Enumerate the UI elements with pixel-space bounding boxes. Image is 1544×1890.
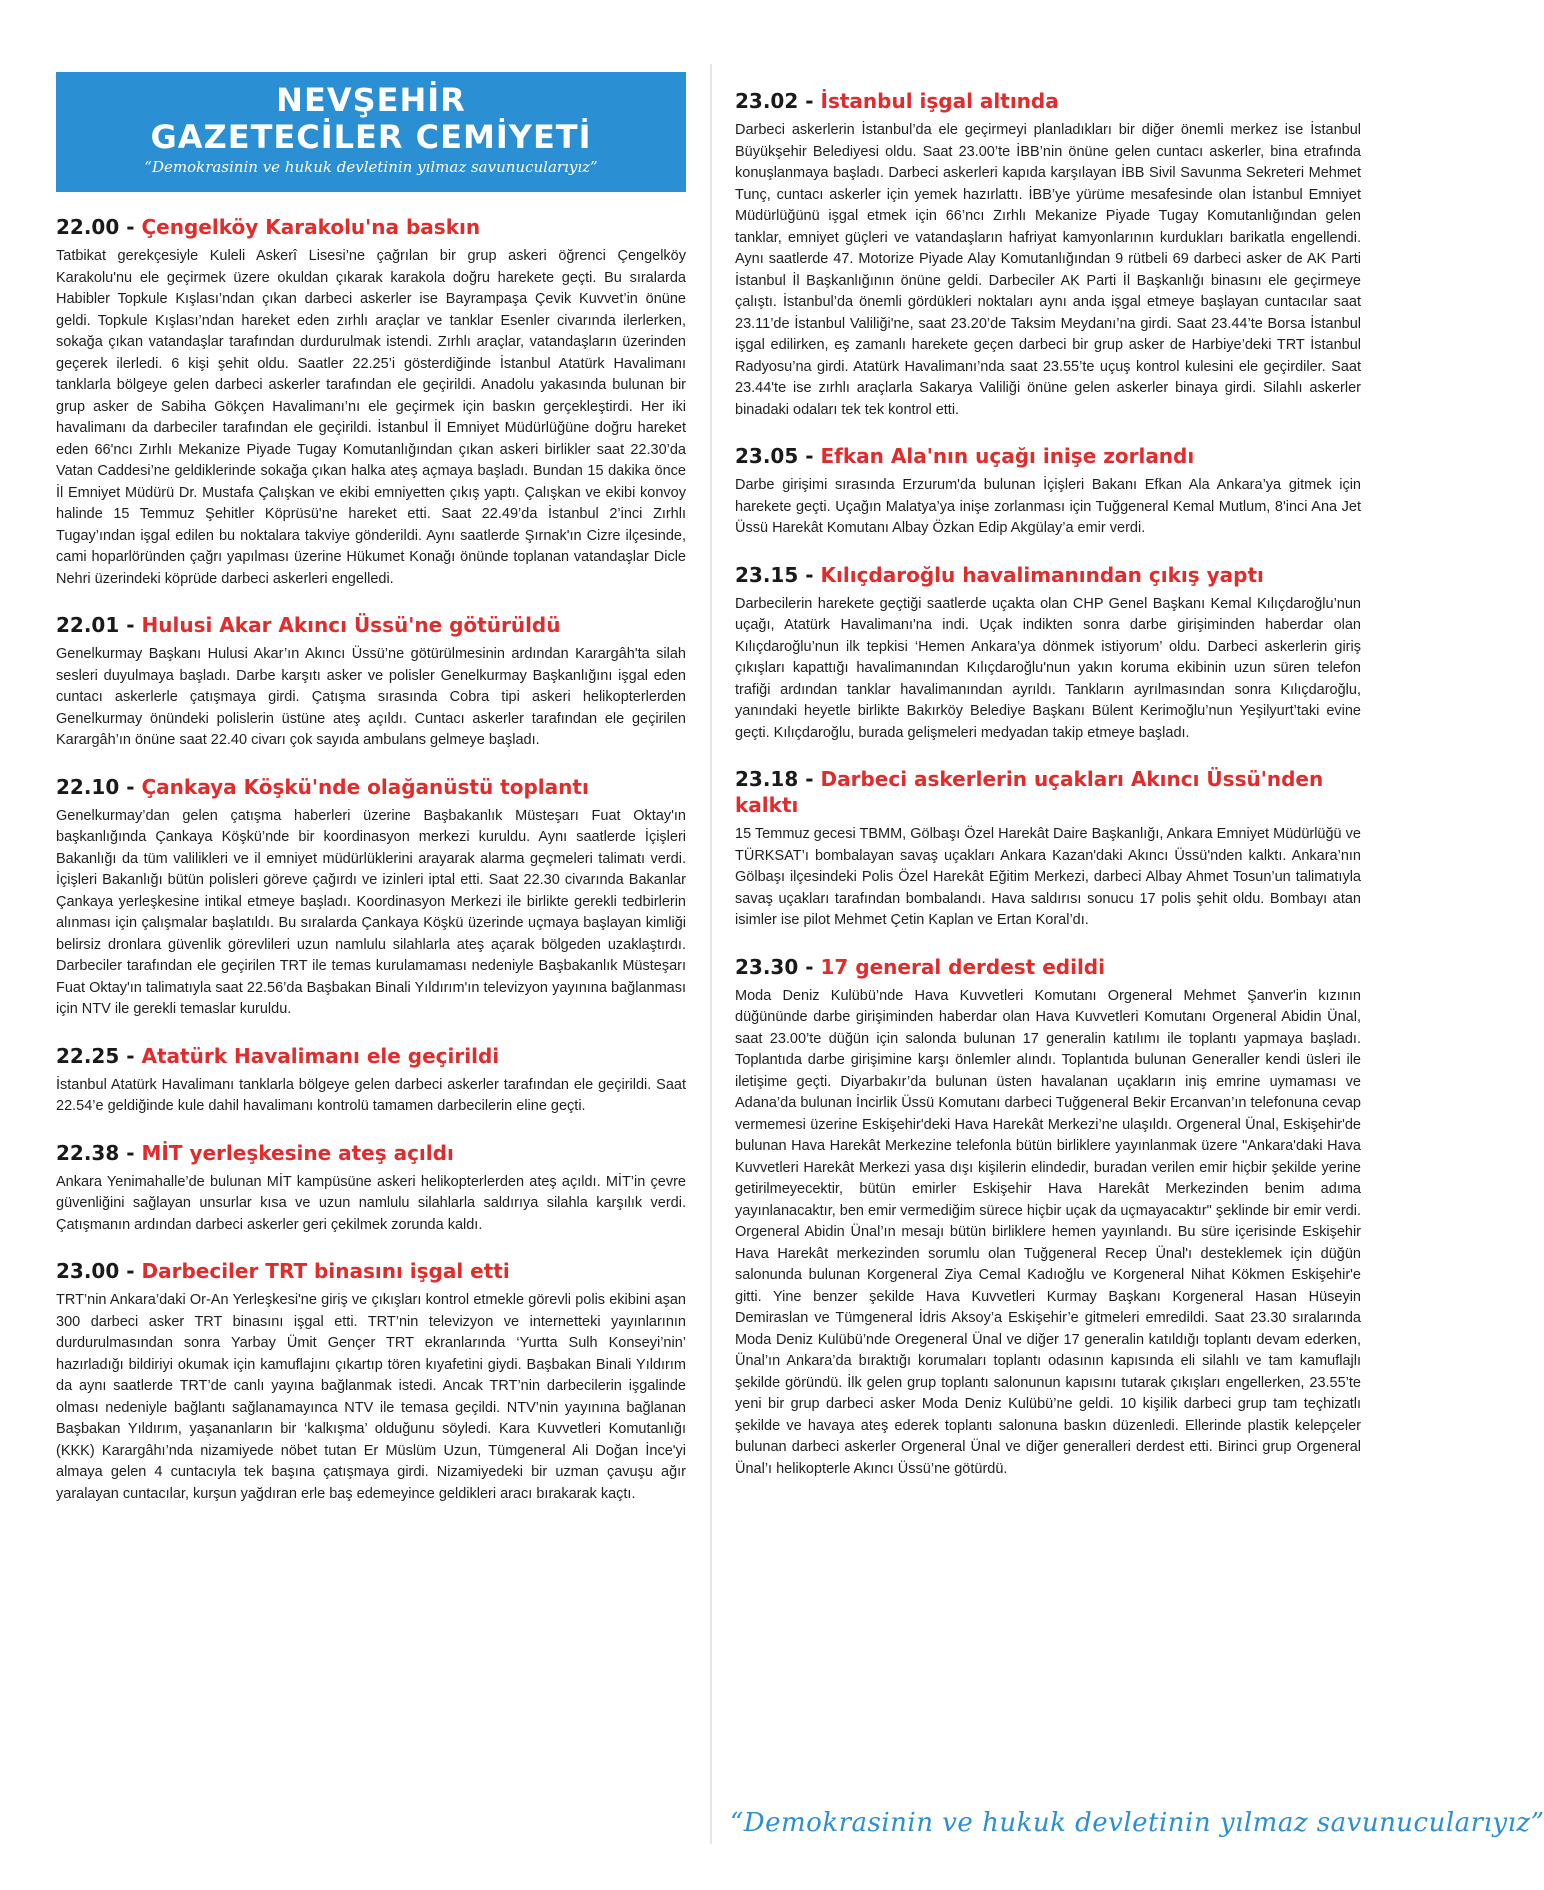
article-2330: [735, 954, 1361, 1481]
left-column: [56, 72, 686, 1527]
article-time: 22.25: [56, 1043, 120, 1068]
article-time: 22.01: [56, 613, 120, 637]
article-headline: 23.18 - Darbeci askerlerin uçakları Akıncı Üssü'nden kalktı: [735, 767, 1324, 817]
article-body: İstanbul Atatürk Havalimanı tanklarla bölgeye gelen darbeci askerler tarafından ele geçirildi. Saat 22.54’e geldiğinde kule dahil havalimanı kontrolü tamamen darbecilerin eline geçti.: [56, 1076, 686, 1114]
article-2238: [56, 1140, 686, 1237]
masthead-motto: “Demokrasinin ve hukuk devletinin yılmaz savunucularıyız”: [144, 158, 598, 176]
article-headline: 22.38 - MİT yerleşkesine ateş açıldı: [56, 1140, 454, 1165]
article-title: Darbeciler TRT binasını işgal etti: [141, 1259, 510, 1283]
article-2201: [56, 612, 686, 752]
article-headline: 23.30 - 17 general derdest edildi: [735, 954, 1105, 979]
article-title: İstanbul işgal altında: [820, 89, 1059, 113]
article-title: Efkan Ala'nın uçağı inişe zorlandı: [820, 444, 1195, 468]
article-title: Darbeci askerlerin uçakları Akıncı Üssü'nden kalktı: [735, 767, 1324, 817]
article-title: Kılıçdaroğlu havalimanından çıkış yaptı: [820, 562, 1264, 587]
article-body: Ankara Yenimahalle’de bulunan MİT kampüsüne askeri helikopterlerden ateş açıldı. MİT’in çevre güvenliğini sağlayan unsurlar kısa ve uzun namlulu silahlarla saldırıya silahla karşılık verdi. Çatışmanın ardından darbeci askerler geri çekilmek zorunda kaldı.: [56, 1173, 686, 1233]
article-body: 15 Temmuz gecesi TBMM, Gölbaşı Özel Harekât Daire Başkanlığı, Ankara Emniyet Müdürlüğü ve TÜRKSAT’ı bombalayan savaş uçakları Ankara Kazan'daki Akıncı Üssü'nden kalktı. Ankara’nın Gölbaşı ilçesindeki Polis Özel Harekât Eğitim Merkezi, darbeci Albay Ahmet Tosun’un talimatıyla savaş uçakları tarafından bombalandı. Hava saldırısı sonucu 17 polis şehit oldu. Bombayı atan isimler ise pilot Mehmet Çetin Kaplan ve Ertan Koral’dı.: [735, 826, 1361, 928]
masthead-line-2: GAZETECİLER CEMİYETİ: [150, 118, 592, 156]
article-time: 22.00: [56, 215, 120, 239]
article-time: 22.10: [56, 774, 120, 799]
article-headline: 23.15 - Kılıçdaroğlu havalimanından çıkış yaptı: [735, 562, 1264, 587]
article-headline: 23.00 - Darbeciler TRT binasını işgal etti: [56, 1259, 510, 1283]
article-headline: 22.00 - Çengelköy Karakolu'na baskın: [56, 215, 481, 239]
article-time: 23.30: [735, 954, 799, 979]
article-body: Genelkurmay Başkanı Hulusi Akar’ın Akıncı Üssü’ne götürülmesinin ardından Karargâh'ta silah sesleri duyulmaya başladı. Darbe karşıtı asker ve polisler Genelkurmay Başkanlığını işgal eden cuntacı askerlerle çatışmaya girdi. Çatışma sırasında Cobra tipi askeri helikopterlerden Genelkurmay önündeki polislerin üstüne ateş açıldı. Cuntacı askerler tarafından ele geçirilen Karargâh’ın önüne saat 22.40 civarı çok sayıda ambulans gelmeye başladı.: [56, 646, 686, 748]
article-title: Çankaya Köşkü'nde olağanüstü toplantı: [141, 774, 589, 799]
article-title: Hulusi Akar Akıncı Üssü'ne götürüldü: [141, 613, 561, 637]
article-2225: [56, 1043, 686, 1118]
article-body: Darbecilerin harekete geçtiği saatlerde uçakta olan CHP Genel Başkanı Kemal Kılıçdaroğlu’nun uçağı, Atatürk Havalimanı'na indi. Uçak indikten sonra darbe girişiminden haberdar olan Kılıçdaroğlu’nun ilk tepkisi ‘Hemen Ankara’ya dönmek istiyorum’ oldu. Darbeci askerlerin giriş çıkışları kapattığı havalimanından Kılıçdaroğlu'nun yakın koruma ekibinin uzun süren telefon trafiği ardından tanklar havalimanından ayrıldı. Tankların ayrılmasından sonra Kılıçdaroğlu, yanındaki heyetle birlikte Bakırköy Belediye Başkanı Bülent Kerimoğlu’nun Yeşilyurt’taki evine geçti. Kılıçdaroğlu, burada gelişmeleri medyadan takip etmeye başladı.: [735, 595, 1361, 741]
article-title: Atatürk Havalimanı ele geçirildi: [141, 1043, 500, 1068]
article-headline: 23.05 - Efkan Ala'nın uçağı inişe zorlandı: [735, 444, 1195, 468]
article-2200: [56, 214, 686, 590]
article-headline: 22.01 - Hulusi Akar Akıncı Üssü'ne götürüldü: [56, 613, 561, 637]
article-time: 22.38: [56, 1140, 120, 1165]
article-title: 17 general derdest edildi: [820, 954, 1105, 979]
article-title: MİT yerleşkesine ateş açıldı: [141, 1140, 454, 1165]
right-column: [735, 88, 1361, 1502]
article-time: 23.00: [56, 1259, 120, 1283]
article-time: 23.05: [735, 444, 799, 468]
article-body: TRT’nin Ankara’daki Or-An Yerleşkesi'ne giriş ve çıkışları kontrol etmekle görevli polis ekibini aşan 300 darbeci asker TRT binasını işgal etti. TRT’nin televizyon ve internetteki yayınlarının durdurulmasından sonra Yarbay Ümit Gençer TRT ekranlarında ‘Yurtta Sulh Konseyi’nin’ hazırladığı bildiriyi okumak için kamuflajını çıkartıp tören kıyafetini giydi. Başbakan Binali Yıldırım da aynı saatlerde TRT’de canlı yayına bağlanmak istedi. Ancak TRT’nin darbecilerin işgalinde olması nedeniyle bağlantı sağlanamayınca NTV ile temasa geçildi. NTV’nin yayınına bağlanan Başbakan Yıldırım, yaşananların bir ‘kalkışma’ olduğunu söyledi. Kara Kuvvetleri Komutanlığı (KKK) Karargâhı’nda nizamiyede nöbet tutan Er Müslüm Uzun, Tümgeneral Ali Doğan İnce'yi almaya gelen 4 cuntacıyla tek başına çatışmaya girdi. Nizamiyedeki bir uzman çavuşu ağır yaralayan cuntacılar, kurşun yağdıran erle baş edemeyince geldikleri aracı bırakarak kaçtı.: [56, 1292, 686, 1502]
article-headline: 22.25 - Atatürk Havalimanı ele geçirildi: [56, 1043, 500, 1068]
article-time: 23.15: [735, 562, 799, 587]
article-2302: [735, 88, 1361, 421]
article-2305: [735, 443, 1361, 540]
article-body: Darbeci askerlerin İstanbul’da ele geçirmeyi planladıkları bir diğer önemli merkez ise İstanbul Büyükşehir Belediyesi oldu. Saat 23.00’te İBB’nin önüne gelen cuntacı askerler, bina etrafında konuşlanmaya başladı. Darbeci askerleri kapıda karşılayan İBB Sivil Savunma Sekreteri Mehmet Tunç, cuntacı askerler için yemek hazırlattı. İBB’ye yürüme mesafesinde olan İstanbul Emniyet Müdürlüğünü işgal etmek için 66’ncı Zırhlı Mekanize Piyade Tugay Komutanlığından gelen tanklar, emniyet güçleri ve vatandaşların hafriyat kamyonlarının kurdukları barikatla engellendi. Aynı saatlerde 47. Motorize Piyade Alay Komutanlığından 9 rütbeli 69 darbeci asker de AK Parti İstanbul İl Başkanlığının önüne geldi. Darbeciler AK Parti İl Başkanlığı binasını ele geçirmeye çalıştı. İstanbul’da önemli gördükleri noktaları aynı anda işgal etmeye başlayan cuntacılar saat 23.11’de İstanbul Valiliği'ne, saat 23.20’de Taksim Meydanı’na girdi. Saat 23.44’te Borsa İstanbul işgal edilirken, eş zamanlı harekete geçen darbeci bir grup asker de Harbiye’deki TRT İstanbul Radyosu’na girdi. Atatürk Havalimanı’nda saat 23.55’te uçuş kontrol kulesini ele geçirdiler. Saat 23.44'te ise zırhlı araçlarla Sakarya Valiliği önüne gelen askerler binaya girdi. Silahlı askerler binadaki odaları tek tek kontrol etti.: [735, 122, 1361, 418]
footer-motto: “Demokrasinin ve hukuk devletinin yılmaz savunucularıyız”: [730, 1808, 1544, 1838]
article-headline: 22.10 - Çankaya Köşkü'nde olağanüstü toplantı: [56, 774, 589, 799]
article-time: 23.02: [735, 89, 799, 113]
article-body: Genelkurmay’dan gelen çatışma haberleri üzerine Başbakanlık Müsteşarı Fuat Oktay'ın başkanlığında Çankaya Köşkü’nde bir koordinasyon merkezi kuruldu. Aynı saatlerde İçişleri Bakanlığı da tüm valilikleri ve il emniyet müdürlüklerini arayarak alarma geçmeleri talimatı verdi. İçişleri Bakanlığı bütün polisleri göreve çağırdı ve izinleri iptal etti. Saat 22.30 civarında Bakanlar Çankaya yerleşkesine intikal etmeye başladı. Koordinasyon Merkezi ile birlikte gerekli tedbirlerin alınması için çalışmalar başlatıldı. Bu sıralarda Çankaya Köşkü üzerinde uçmaya başlayan kimliği belirsiz dronlara güvenlik görevlileri uzun namlulu silahlarla ateş açarak bölgeden uzaklaştırdı. Darbeciler tarafından ele geçirilen TRT ile temas kurulamaması nedeniyle Başbakanlık Müsteşarı Fuat Oktay'ın talimatıyla saat 22.56’da Başbakan Binali Yıldırım'ın televizyon yayınına bağlanması için NTV ile gerekli temaslar kuruldu.: [56, 807, 686, 1017]
article-title: Çengelköy Karakolu'na baskın: [141, 215, 481, 239]
article-2315: [735, 562, 1361, 745]
article-body: Darbe girişimi sırasında Erzurum'da bulunan İçişleri Bakanı Efkan Ala Ankara’ya gitmek için harekete geçti. Uçağın Malatya’ya inişe zorlanması için Tuğgeneral Kemal Mutlum, 8'inci Ana Jet Üssü Harekât Komutanı Albay Özkan Edip Akgülay’a emir verdi.: [735, 477, 1361, 536]
article-body: Tatbikat gerekçesiyle Kuleli Askerî Lisesi’ne çağrılan bir grup askeri öğrenci Çengelköy Karakolu'nu ele geçirmek üzere okuldan çıkarak karakola doğru harekete geçti. Bu sıralarda Habibler Topkule Kışlası’ndan çıkan darbeci askerler ise Bayrampaşa Çevik Kuvvet’in önüne geldi. Topkule Kışlası’ndan hareket eden zırhlı araçlar ve tanklar Esenler civarında ilerlerken, sokağa çıkan vatandaşlar tarafından durdurulmak istendi. Zırhlı araçlar, vatandaşların üzerinden geçerek ilerledi. 6 kişi şehit oldu. Saatler 22.25’i gösterdiğinde İstanbul Atatürk Havalimanı tanklarla bölgeye gelen darbeci askerler tarafından ele geçirildi. Anadolu yakasında bulunan bir grup asker de Sabiha Gökçen Havalimanı’nı ele geçirmek için baskın gerçekleştirdi. Her iki havalimanı da darbeciler tarafından ele geçirildi. İstanbul İl Emniyet Müdürlüğüne doğru hareket eden 66'ncı Zırhlı Mekanize Piyade Tugay Komutanlığından çıkan askeri birlikler saat 22.30’da Vatan Caddesi’ne geldiklerinde sokağa çıkan halka ateş açmaya başladı. Bundan 15 dakika önce İl Emniyet Müdürü Dr. Mustafa Çalışkan ve ekibi emniyetten çıkış yaptı. Çalışkan ve ekibi konvoy halinde 15 Temmuz Şehitler Köprüsü'ne hareket etti. Saat 22.49’da İstanbul 2’inci Zırhlı Tugay’ından işgal edilen bu noktalara takviye gönderildi. Aynı saatlerde Şırnak'ın Cizre ilçesinde, cami hoparlöründen çağrı yapılması üzerine Hükumet Konağı önünde toplanan vatandaşlar Dicle Nehri üzerindeki köprüde darbeci askerleri engelledi.: [56, 248, 686, 587]
masthead-line-1: NEVŞEHİR: [276, 81, 466, 119]
article-headline: 23.02 - İstanbul işgal altında: [735, 89, 1059, 113]
article-body: Moda Deniz Kulübü’nde Hava Kuvvetleri Komutanı Orgeneral Mehmet Şanver'in kızının düğününde darbe girişiminden haberdar olan Hava Kuvvetleri Komutanı Orgeneral Abidin Ünal, saat 23.00’te düğün için salonda bulunan 17 generalin katılımı ile toplantı yapmaya başladı. Toplantıda darbe girişimine karşı önlemler alındı. Toplantıda bulunan Generaller kendi üsleri ile iletişime geçti. Diyarbakır’da bulunan üsten havalanan uçakların iniş emrine uymaması ve Adana’da bulunan İncirlik Üssü Komutanı darbeci Tuğgeneral Bekir Ercanvan’ın telefonuna cevap vermemesi üzerine Eskişehir'deki Hava Harekât Merkezi’ne ulaşıldı. Orgeneral Ünal, Eskişehir'de bulunan Hava Harekât Merkezine telefonla bütün birliklere yayınlanmak üzere "Ankara'daki Hava Kuvvetleri Harekât Merkezi yasa dışı kişilerin elindedir, buradan verilen emir hiçbir şekilde yerine getirilmeyecektir, bütün emirler Eskişehir Hava Harekât Merkezinden benim adıma yayınlanacaktır, ben emir vermediğim sürece hiçbir uçak da uçmayacaktır" şeklinde bir emir verdi. Orgeneral Abidin Ünal’ın mesajı bütün birliklere hemen yayınlandı. Bu süre içerisinde Eskişehir Hava Harekât merkezinden sorumlu olan Tuğgeneral Recep Ünal'ı desteklemek için düğün salonunda bulunan Korgeneral Ziya Cemal Kadıoğlu ve Korgeneral Nihat Kökmen Eskişehir'e gitti. Yine benzer şekilde Hava Kuvvetleri Kurmay Başkanı Korgeneral Hasan Hüseyin Demiraslan ve Tümgeneral İdris Aksoy’a Eskişehir’e gitmeleri emredildi. Saat 23.30 sıralarında Moda Deniz Kulübü’nde Oregeneral Ünal ve diğer 17 generalin katıldığı toplantı devam ederken, Ünal’ın Ankara’da bıraktığı korumaları toplantı odasının kapısında eli silahlı ve tam kamuflajlı şekilde göründü. İlk gelen grup toplantı salonunun kapısını tutarak çıkışları engellerken, 23.55’te yeni bir grup darbeci asker Moda Deniz Kulübü’ne geldi. 10 kişilik darbeci grup tam teçhizatlı şekilde ve havaya ateş ederek toplantı salonuna baskın düzenledi. Ellerinde plastik kelepçeler bulunan darbeci askerler Orgeneral Ünal ve diğer generalleri derdest etti. Birinci grup Orgeneral Ünal’ı helikopterle Akıncı Üssü’ne götürdü.: [735, 987, 1361, 1477]
article-2210: [56, 774, 686, 1021]
article-time: 23.18: [735, 767, 799, 791]
masthead-banner: [56, 72, 686, 192]
column-divider: [710, 64, 712, 1844]
article-2318: [735, 766, 1361, 932]
article-2300: [56, 1258, 686, 1505]
